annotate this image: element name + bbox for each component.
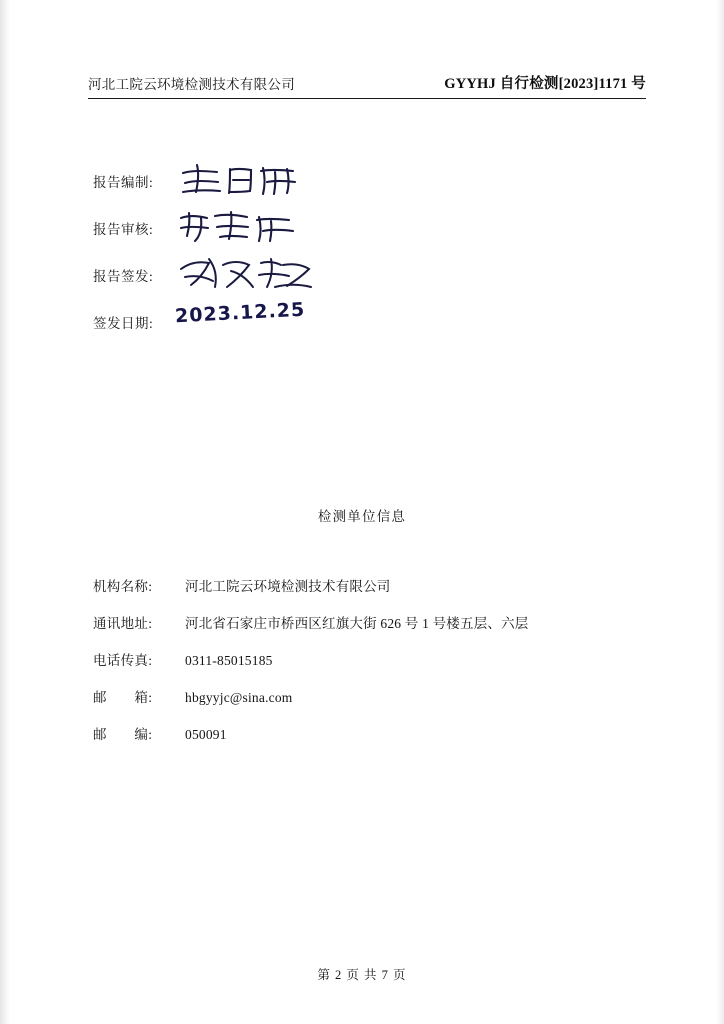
header-report-number: GYYHJ 自行检测[2023]1171 号: [444, 76, 646, 92]
info-row-organization: [93, 575, 613, 612]
info-label-organization: 机构名称:: [93, 579, 153, 594]
info-row-email: [93, 686, 613, 723]
issued-by-label: 报告签发:: [93, 269, 154, 284]
info-row-address: [93, 612, 613, 649]
issue-date-value: 2023.12.25: [174, 298, 306, 328]
signature-block: [93, 163, 513, 351]
prepared-by-label: 报告编制:: [93, 175, 154, 190]
signature-row-issued: [93, 257, 513, 304]
info-label-address: 通讯地址:: [93, 616, 153, 631]
info-label-phone-fax: 电话传真:: [93, 653, 153, 668]
info-row-postcode: [93, 723, 613, 760]
info-label-postcode: 邮 编:: [93, 727, 153, 742]
header-company-name: 河北工院云环境检测技术有限公司: [88, 77, 295, 92]
issued-by-signature: [175, 253, 355, 293]
info-value-organization: 河北工院云环境检测技术有限公司: [185, 579, 391, 594]
inspection-unit-info-table: [93, 575, 613, 760]
info-value-address: 河北省石家庄市桥西区红旗大街 626 号 1 号楼五层、六层: [185, 616, 529, 631]
page-header: [88, 72, 646, 99]
issue-date-label: 签发日期:: [93, 316, 154, 331]
info-value-postcode: 050091: [185, 727, 227, 742]
info-row-phone-fax: [93, 649, 613, 686]
info-value-phone-fax: 0311-85015185: [185, 653, 273, 668]
section-title-inspection-unit: 检测单位信息: [317, 509, 407, 524]
reviewed-by-label: 报告审核:: [93, 222, 154, 237]
info-value-email: hbgyyjc@sina.com: [185, 690, 293, 705]
info-label-email: 邮 箱:: [93, 690, 153, 705]
signature-row-prepared: [93, 163, 513, 210]
signature-row-reviewed: [93, 210, 513, 257]
prepared-by-signature: [175, 159, 355, 199]
reviewed-by-signature: [175, 206, 355, 246]
signature-row-date: [93, 298, 513, 351]
page-footer: 第 2 页 共 7 页: [317, 968, 407, 982]
